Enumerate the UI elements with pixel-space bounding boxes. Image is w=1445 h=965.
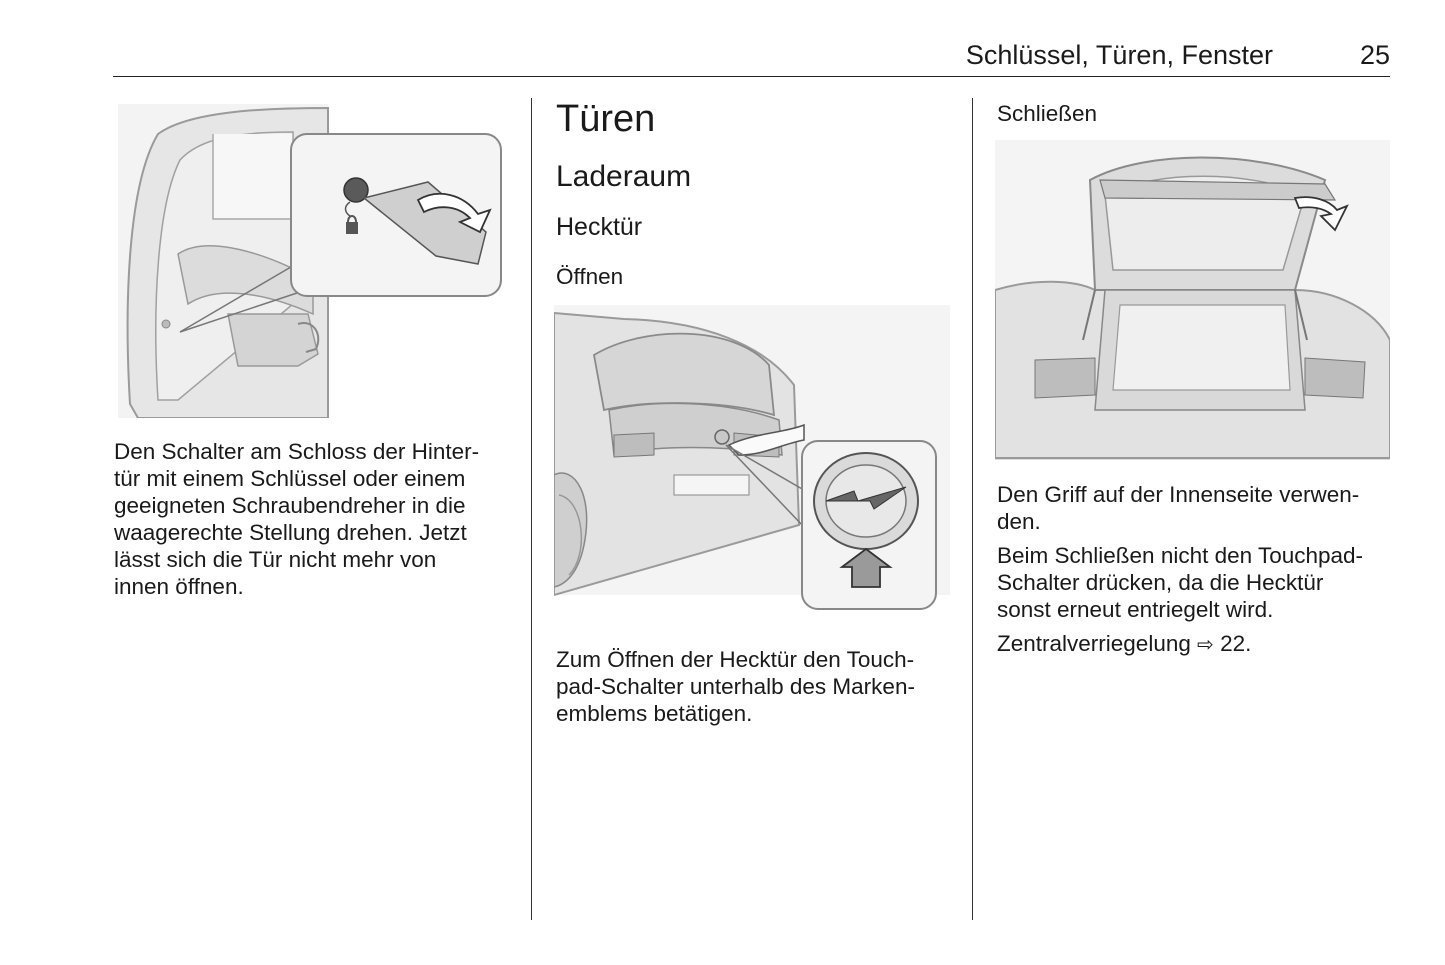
heading-closing: Schließen (997, 101, 1098, 126)
xref-text: Zentralverriegelung (997, 631, 1191, 656)
header-rule (113, 76, 1390, 77)
heading-load-compartment: Laderaum (556, 160, 692, 193)
cross-reference[interactable] (997, 630, 1397, 658)
right-paragraph-2 (997, 542, 1397, 623)
left-paragraph-line: geeigneten Schraubendreher in die (114, 493, 466, 518)
left-paragraph (114, 438, 514, 600)
tailgate-closing-illustration (995, 140, 1390, 460)
left-paragraph-line: lässt sich die Tür nicht mehr von (114, 547, 437, 572)
heading-doors: Türen (556, 98, 656, 140)
right-paragraph-line: sonst erneut entriegelt wird. (997, 597, 1274, 622)
middle-paragraph-line: pad-Schalter unterhalb des Marken- (556, 674, 915, 699)
column-divider-left (531, 98, 532, 920)
xref-arrow-icon: ⇨ (1197, 632, 1214, 656)
xref-page: 22. (1220, 631, 1252, 656)
left-paragraph-line: tür mit einem Schlüssel oder einem (114, 466, 466, 491)
left-paragraph-line: Den Schalter am Schloss der Hinter- (114, 439, 480, 464)
left-paragraph-line: innen öffnen. (114, 574, 244, 599)
right-paragraph-line: Beim Schließen nicht den Touchpad- (997, 543, 1364, 568)
right-paragraph-1 (997, 481, 1397, 535)
left-paragraph-line: waagerechte Stellung drehen. Jetzt (114, 520, 467, 545)
heading-tailgate: Hecktür (556, 213, 643, 241)
right-paragraph-line: Den Griff auf der Innenseite verwen- (997, 482, 1360, 507)
middle-paragraph-line: emblems betätigen. (556, 701, 753, 726)
middle-paragraph-line: Zum Öffnen der Hecktür den Touch- (556, 647, 915, 672)
page-number: 25 (1359, 40, 1390, 70)
rear-door-lock-illustration (118, 104, 510, 418)
heading-opening: Öffnen (556, 264, 624, 289)
tailgate-opening-illustration (554, 305, 950, 611)
right-paragraph-line: den. (997, 509, 1041, 534)
middle-paragraph (556, 646, 956, 727)
right-paragraph-line: Schalter drücken, da die Hecktür (997, 570, 1324, 595)
column-divider-right (972, 98, 973, 920)
running-header-title: Schlüssel, Türen, Fenster (965, 40, 1273, 70)
